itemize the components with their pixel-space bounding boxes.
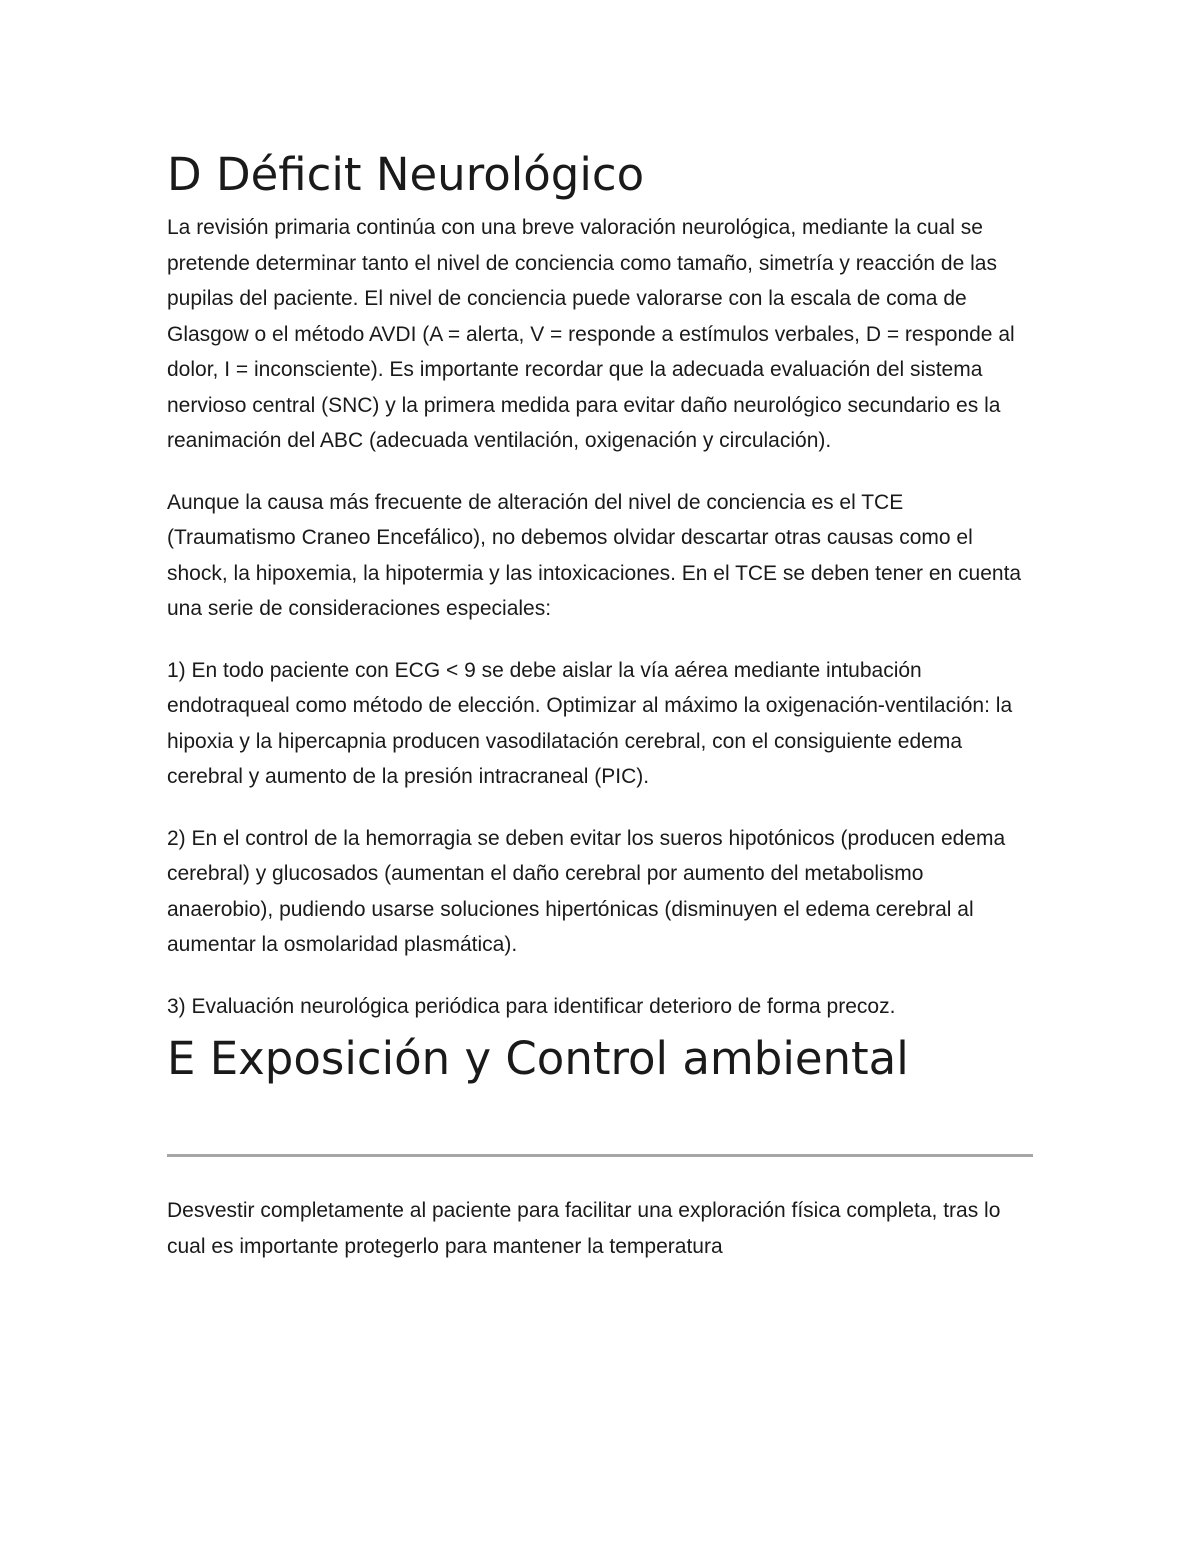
section-title-e: E Exposición y Control ambiental xyxy=(167,1032,909,1085)
paragraph-exposure: Desvestir completamente al paciente para facilitar una exploración física completa, tras lo cual es importante protegerlo para mantener la temperatura xyxy=(167,1199,1001,1258)
document-content xyxy=(167,140,1035,1290)
paragraph-point-2: 2) En el control de la hemorragia se deben evitar los sueros hipotónicos (producen edema cerebral) y glucosados (aumentan el daño cerebral por aumento del metabolismo anaerobio), pudiendo usarse soluciones hipertónicas (disminuyen el edema cerebral al aumentar la osmolaridad plasmática). xyxy=(167,826,1006,956)
paragraph-tce: Aunque la causa más frecuente de alteración del nivel de conciencia es el TCE (Traumatismo Craneo Encefálico), no debemos olvidar descartar otras causas como el shock, la hipoxemia, la hipotermia y las intoxicaciones. En el TCE se deben tener en cuenta una serie de consideraciones especiales: xyxy=(167,490,1022,620)
paragraph-intro: La revisión primaria continúa con una breve valoración neurológica, mediante la cual se pretende determinar tanto el nivel de conciencia como tamaño, simetría y reacción de las pupilas del paciente. El nivel de conciencia puede valorarse con la escala de coma de Glasgow o el método AVDI (A = alerta, V = responde a estímulos verbales, D = responde al dolor, I = inconsciente). Es importante recordar que la adecuada evaluación del sistema nervioso central (SNC) y la primera medida para evitar daño neurológico secundario es la reanimación del ABC (adecuada ventilación, oxigenación y circulación). xyxy=(167,216,1015,452)
paragraph-point-1: 1) En todo paciente con ECG < 9 se debe aislar la vía aérea mediante intubación endotraqueal como método de elección. Optimizar al máximo la oxigenación-ventilación: la hipoxia y la hipercapnia producen vasodilatación cerebral, con el consiguiente edema cerebral y aumento de la presión intracraneal (PIC). xyxy=(167,658,1013,788)
section-divider xyxy=(167,1154,1033,1157)
section-title-d: D Déficit Neurológico xyxy=(167,148,645,201)
paragraph-point-3: 3) Evaluación neurológica periódica para identificar deterioro de forma precoz. xyxy=(167,994,896,1018)
